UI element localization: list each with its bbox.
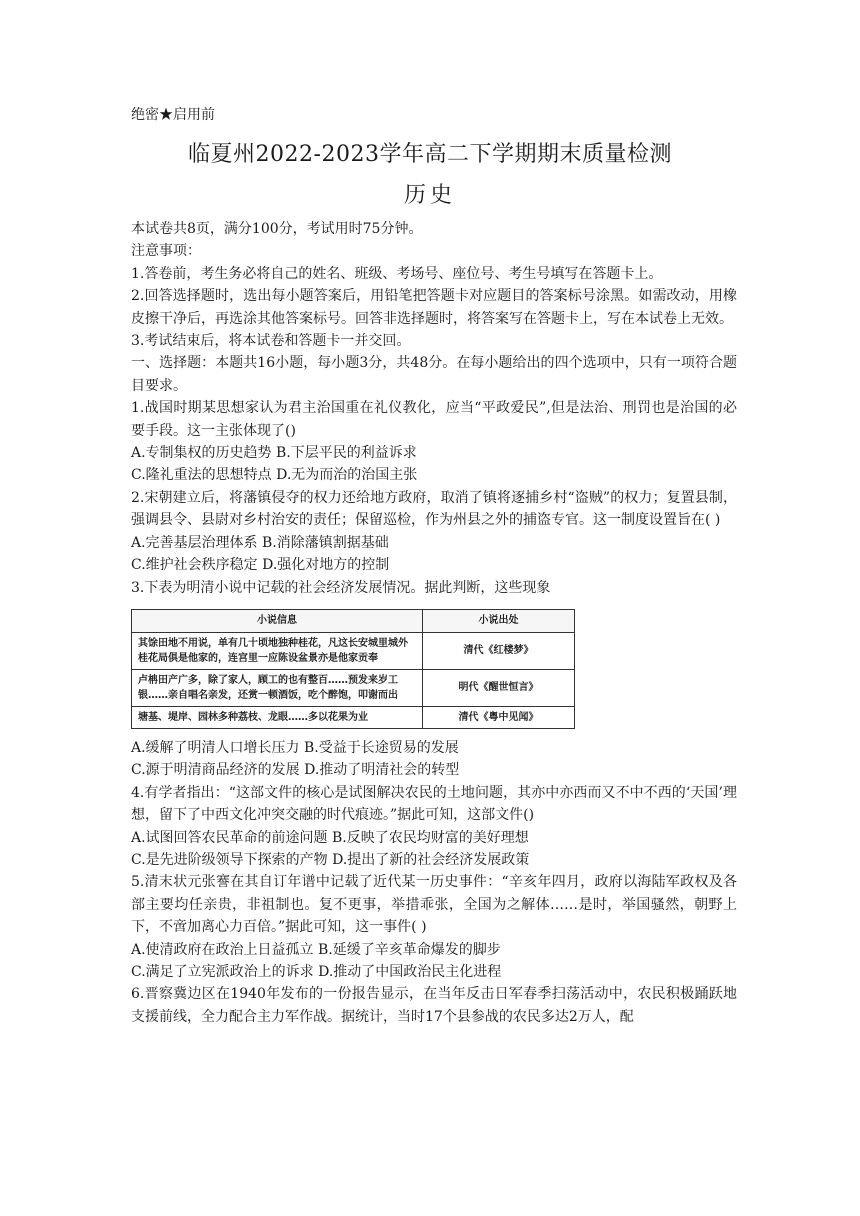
exam-summary: 本试卷共8页，满分100分，考试用时75分钟。: [131, 221, 423, 237]
section-heading: 一、选择题：本题共16小题，每小题3分，共48分。在每小题给出的四个选项中，只有一项符合题目要求。: [131, 355, 737, 394]
table-row: [132, 706, 575, 728]
question-stem: 6.晋察冀边区在1940年发布的一份报告显示，在当年反击日军春季扫荡活动中，农民积极踊跃地支援前线，全力配合主力军作战。据统计，当时17个县参战的农民多达2万人，配: [131, 986, 737, 1025]
question-option: A.专制集权的历史趋势 B.下层平民的利益诉求: [131, 445, 417, 462]
question-stem: 2.宋朝建立后，将藩镇侵夺的权力还给地方政府，取消了镇将逐捕乡村“盗贼”的权力；复置县制，强调县令、县尉对乡村治安的责任；保留巡检，作为州县之外的捕盗专官。这一制度设置旨在( ): [131, 489, 737, 529]
question-option: A.缓解了明清人口增长压力 B.受益于长途贸易的发展: [131, 739, 459, 756]
table-cell-source: 清代《粤中见闻》: [423, 706, 575, 728]
table-row: [132, 669, 575, 706]
table-cell-info: 卢柟田产广多，除了家人，顾工的也有整百……预发来岁工银……亲自唱名亲发，还赏一顿酒饭，吃个醉饱，叩谢而出: [132, 669, 423, 706]
table-row: [132, 632, 575, 669]
question-option: C.维护社会秩序稳定 D.强化对地方的控制: [131, 557, 390, 574]
question-stem: 1.战国时期某思想家认为君主治国重在礼仪教化，应当“平政爱民”,但是法治、刑罚也是治国的必要手段。这一主张体现了(): [131, 400, 737, 439]
table-cell-source: 清代《红楼梦》: [423, 632, 575, 669]
question-stem: 4.有学者指出：“这部文件的核心是试图解决农民的土地问题，其亦中亦西而又不中不西的‘天国’理想，留下了中西文化冲突交融的时代痕迹。”据此可知，这部文件(): [131, 784, 737, 824]
question-option: A.完善基层治理体系 B.消除藩镇割据基础: [131, 534, 389, 551]
notice-heading: 注意事项：: [131, 243, 201, 260]
table-cell-info: 其馀田地不用说，单有几十顷地独种桂花，凡这长安城里城外桂花局俱是他家的，连宫里一应陈设盆景亦是他家贡奉: [132, 632, 423, 669]
exam-body: [131, 218, 737, 1028]
table-header-row: [132, 609, 575, 632]
question-option: A.试图回答农民革命的前途问题 B.反映了农民均财富的美好理想: [131, 829, 529, 846]
confidential-mark: 绝密★启用前: [131, 107, 215, 123]
table-cell-source: 明代《醒世恒言》: [423, 669, 575, 706]
question-stem: 5.清末状元张謇在其自订年谱中记载了近代某一历史事件：“辛亥年四月，政府以海陆军政权及各部主要均任亲贵，非祖制也。复不更事，举措乖张，全国为之解体……是时，举国骚然，朝野上下，不啻加离心力百倍。”据此可知，这一事件( ): [131, 874, 737, 936]
notice-item: 3.考试结束后，将本试卷和答题卡一并交回。: [131, 333, 411, 350]
question-option: C.是先进阶级领导下探索的产物 D.提出了新的社会经济发展政策: [131, 851, 530, 868]
subject-title: 历史: [403, 183, 456, 208]
notice-item: 2.回答选择题时，选出每小题答案后，用铅笔把答题卡对应题目的答案标号涂黑。如需改动，用橡皮擦干净后，再选涂其他答案标号。回答非选择题时，将答案写在答题卡上，写在本试卷上无效。: [131, 288, 737, 327]
table-header-cell: 小说信息: [132, 609, 423, 632]
question-option: A.使清政府在政治上日益孤立 B.延缓了辛亥革命爆发的脚步: [131, 941, 501, 958]
table-header-cell: 小说出处: [423, 609, 575, 632]
table-cell-info: 塘基、堤岸、园林多种荔枝、龙眼……多以花果为业: [132, 706, 423, 728]
question-option: C.隆礼重法的思想特点 D.无为而治的治国主张: [131, 467, 418, 484]
question-stem: 3.下表为明清小说中记载的社会经济发展情况。据此判断，这些现象: [131, 579, 551, 596]
question-option: C.源于明清商品经济的发展 D.推动了明清社会的转型: [131, 762, 460, 779]
novel-table: [131, 609, 575, 729]
notice-item: 1.答卷前，考生务必将自己的姓名、班级、考场号、座位号、考生号填写在答题卡上。: [131, 265, 663, 282]
exam-title: 临夏州2022-2023学年高二下学期期末质量检测: [188, 142, 672, 167]
question-option: C.满足了立宪派政治上的诉求 D.推动了中国政治民主化进程: [131, 963, 502, 980]
